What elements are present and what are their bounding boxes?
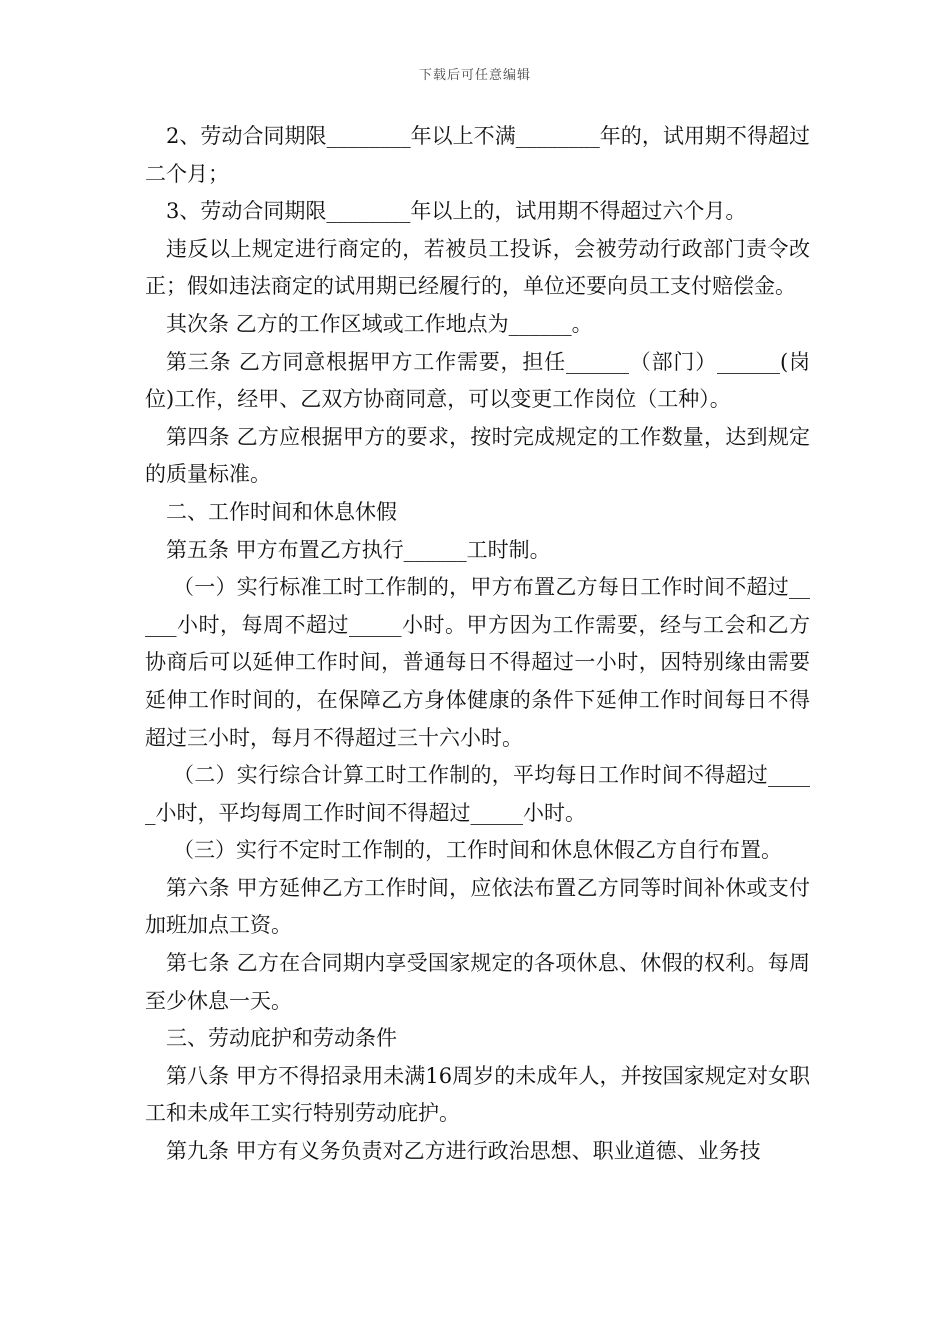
paragraph: 第六条 甲方延伸乙方工作时间，应依法布置乙方同等时间补休或支付加班加点工资。 — [145, 875, 810, 938]
paragraph: 违反以上规定进行商定的，若被员工投诉，会被劳动行政部门责令改正；假如违法商定的试用期已经履行的，单位还要向员工支付赔偿金。 — [145, 236, 810, 299]
section-heading: 三、劳动庇护和劳动条件 — [166, 1026, 397, 1051]
paragraph: 第七条 乙方在合同期内享受国家规定的各项休息、休假的权利。每周至少休息一天。 — [145, 951, 810, 1013]
page-header: 下载后可任意编辑 — [418, 68, 531, 83]
paragraph: 第五条 甲方布置乙方执行______工时制。 — [166, 537, 551, 562]
paragraph: 第四条 乙方应根据甲方的要求，按时完成规定的工作数量，达到规定的质量标准。 — [145, 424, 810, 487]
section-heading: 二、工作时间和休息休假 — [166, 499, 397, 524]
paragraph: 第九条 甲方有义务负责对乙方进行政治思想、职业道德、业务技 — [166, 1139, 761, 1164]
document-body — [145, 118, 810, 1171]
paragraph: 其次条 乙方的工作区域或工作地点为______。 — [166, 311, 593, 336]
paragraph: （二）实行综合计算工时工作制的，平均每日工作时间不得超过_____小时，平均每周工作时间不得超过_____小时。 — [145, 763, 810, 825]
paragraph: 2、劳动合同期限________年以上不满________年的，试用期不得超过二个月； — [145, 124, 810, 186]
paragraph: （一）实行标准工时工作制的，甲方布置乙方每日工作时间不超过_____小时，每周不超过_____小时。甲方因为工作需要，经与工会和乙方协商后可以延伸工作时间，普通每日不得超过一小时，因特别缘由需要延伸工作时间的，在保障乙方身体健康的条件下延伸工作时间每日不得超过三小时，每月不得超过三十六小时。 — [145, 575, 810, 750]
paragraph: 3、劳动合同期限________年以上的，试用期不得超过六个月。 — [166, 199, 747, 224]
paragraph: 第三条 乙方同意根据甲方工作需要，担任______（部门）______(岗位)工作，经甲、乙双方协商同意，可以变更工作岗位（工种）。 — [145, 349, 810, 412]
paragraph: 第八条 甲方不得招录用未满16周岁的未成年人，并按国家规定对女职工和未成年工实行特别劳动庇护。 — [145, 1063, 810, 1126]
paragraph: （三）实行不定时工作制的，工作时间和休息休假乙方自行布置。 — [173, 838, 782, 863]
